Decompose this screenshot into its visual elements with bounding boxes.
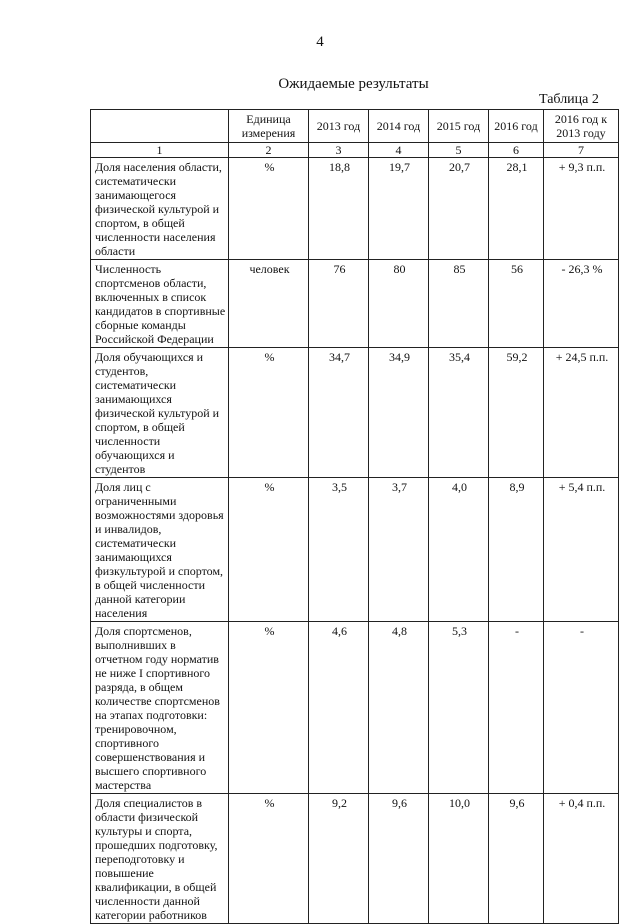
- value-2013: 9,2: [309, 794, 369, 924]
- table-row: [91, 260, 619, 348]
- indicator-name: Доля лиц с ограниченными возможностями здоровья и инвалидов, систематически занимающихся физкультурой и спортом, в общей численности данной категории населения: [91, 478, 229, 622]
- column-index: 5: [429, 143, 489, 158]
- column-index: 6: [489, 143, 544, 158]
- value-2014: 4,8: [369, 622, 429, 794]
- indicator-unit: %: [229, 478, 309, 622]
- value-2016: -: [489, 622, 544, 794]
- value-change: - 26,3 %: [544, 260, 619, 348]
- value-change: + 0,4 п.п.: [544, 794, 619, 924]
- table-row: [91, 794, 619, 924]
- header-2015: 2015 год: [429, 110, 489, 143]
- indicator-unit: %: [229, 348, 309, 478]
- value-2013: 34,7: [309, 348, 369, 478]
- header-2016: 2016 год: [489, 110, 544, 143]
- table-row: [91, 348, 619, 478]
- value-2015: 4,0: [429, 478, 489, 622]
- page-number: 4: [316, 34, 324, 50]
- table-row: [91, 478, 619, 622]
- value-2014: 9,6: [369, 794, 429, 924]
- column-index: 2: [229, 143, 309, 158]
- header-2013: 2013 год: [309, 110, 369, 143]
- indicator-name: Численность спортсменов области, включенных в список кандидатов в спортивные сборные команды Российской Федерации: [91, 260, 229, 348]
- column-index-row: [91, 143, 619, 158]
- indicator-name: Доля специалистов в области физической культуры и спорта, прошедших подготовку, переподготовку и повышение квалификации, в общей численности данной категории работников: [91, 794, 229, 924]
- value-2014: 19,7: [369, 158, 429, 260]
- value-change: + 9,3 п.п.: [544, 158, 619, 260]
- value-2016: 28,1: [489, 158, 544, 260]
- value-2015: 10,0: [429, 794, 489, 924]
- indicator-unit: человек: [229, 260, 309, 348]
- header-2014: 2014 год: [369, 110, 429, 143]
- header-row: [91, 110, 619, 143]
- value-2013: 3,5: [309, 478, 369, 622]
- header-change: 2016 год к 2013 году: [544, 110, 619, 143]
- value-2014: 3,7: [369, 478, 429, 622]
- column-index: 7: [544, 143, 619, 158]
- indicator-name: Доля обучающихся и студентов, систематически занимающихся физической культурой и спортом, в общей численности обучающихся и студентов: [91, 348, 229, 478]
- column-index: 1: [91, 143, 229, 158]
- value-2015: 20,7: [429, 158, 489, 260]
- indicator-unit: %: [229, 622, 309, 794]
- value-2016: 59,2: [489, 348, 544, 478]
- value-change: + 5,4 п.п.: [544, 478, 619, 622]
- header-unit: Единица измерения: [229, 110, 309, 143]
- table-row: [91, 622, 619, 794]
- results-table: [90, 109, 619, 924]
- value-2013: 4,6: [309, 622, 369, 794]
- value-2014: 34,9: [369, 348, 429, 478]
- table-label: Таблица 2: [539, 92, 599, 107]
- value-2013: 76: [309, 260, 369, 348]
- value-2015: 35,4: [429, 348, 489, 478]
- value-2015: 5,3: [429, 622, 489, 794]
- value-2014: 80: [369, 260, 429, 348]
- value-2015: 85: [429, 260, 489, 348]
- value-2016: 9,6: [489, 794, 544, 924]
- value-change: + 24,5 п.п.: [544, 348, 619, 478]
- indicator-unit: %: [229, 158, 309, 260]
- indicator-name: Доля населения области, систематически занимающегося физической культурой и спортом, в общей численности населения области: [91, 158, 229, 260]
- value-2013: 18,8: [309, 158, 369, 260]
- column-index: 4: [369, 143, 429, 158]
- value-change: -: [544, 622, 619, 794]
- indicator-name: Доля спортсменов, выполнивших в отчетном году норматив не ниже I спортивного разряда, в общем количестве спортсменов на этапах подготовки: тренировочном, спортивного совершенствования и высшего спортивного мастерства: [91, 622, 229, 794]
- column-index: 3: [309, 143, 369, 158]
- table-row: [91, 158, 619, 260]
- page-title: Ожидаемые результаты: [278, 76, 429, 92]
- header-indicator: [91, 110, 229, 143]
- value-2016: 56: [489, 260, 544, 348]
- indicator-unit: %: [229, 794, 309, 924]
- value-2016: 8,9: [489, 478, 544, 622]
